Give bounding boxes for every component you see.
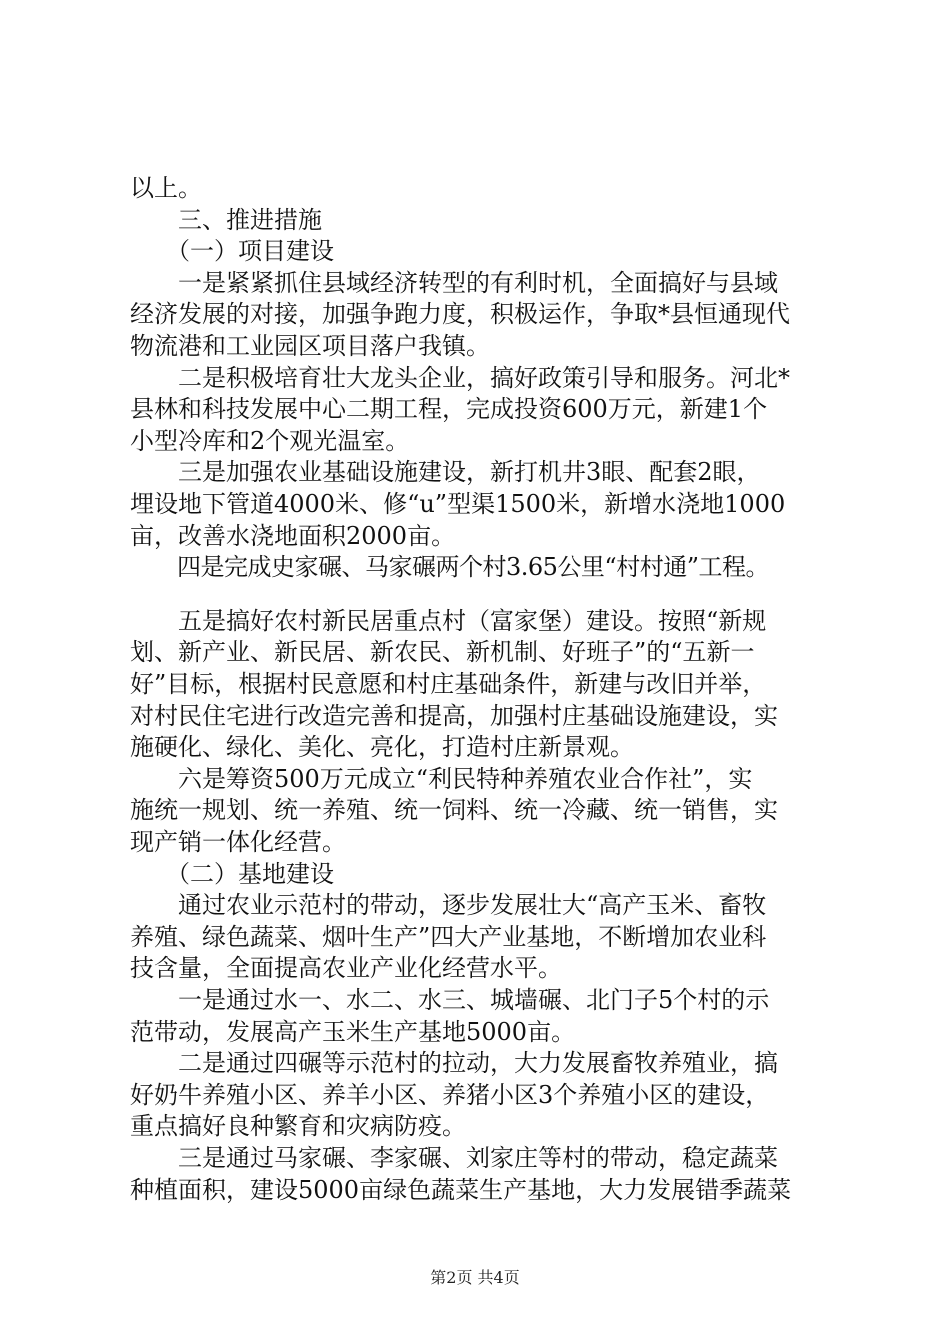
text-line: 小型冷库和2个观光温室。	[130, 427, 410, 455]
text-line: 重点搞好良种繁育和灾病防疫。	[130, 1112, 466, 1140]
text-line: 物流港和工业园区项目落户我镇。	[130, 332, 490, 360]
text-line: 经济发展的对接，加强争跑力度，积极运作，争取*县恒通现代	[130, 300, 790, 328]
text-line: 划、新产业、新民居、新农民、新机制、好班子”的“五新一	[130, 638, 755, 666]
text-line: 对村民住宅进行改造完善和提高，加强村庄基础设施建设，实	[130, 702, 778, 730]
section-heading: 三、推进措施	[130, 206, 322, 234]
page-number-footer: 第2页 共4页	[430, 1268, 520, 1287]
text-line: 三是加强农业基础设施建设，新打机井3眼、配套2眼，	[130, 458, 761, 486]
text-line: 好奶牛养殖小区、养羊小区、养猪小区3个养殖小区的建设，	[130, 1081, 770, 1109]
text-line: 技含量，全面提高农业产业化经营水平。	[130, 954, 562, 982]
subsection-heading: （一）项目建设	[130, 237, 334, 265]
text-line: 以上。	[130, 174, 202, 202]
text-line: 养殖、绿色蔬菜、烟叶生产”四大产业基地，不断增加农业科	[130, 923, 767, 951]
text-line: 五是搞好农村新民居重点村（富家堡）建设。按照“新规	[130, 607, 767, 635]
text-line: 通过农业示范村的带动，逐步发展壮大“高产玉米、畜牧	[130, 891, 767, 919]
text-line: 三是通过马家碾、李家碾、刘家庄等村的带动，稳定蔬菜	[130, 1144, 778, 1172]
text-line: 埋设地下管道4000米、修“u”型渠1500米，新增水浇地1000	[130, 490, 786, 518]
text-line: 好”目标，根据村民意愿和村庄基础条件，新建与改旧并举，	[130, 670, 767, 698]
text-line: 县林和科技发展中心二期工程，完成投资600万元，新建1个	[130, 395, 768, 423]
text-line: 范带动，发展高产玉米生产基地5000亩。	[130, 1018, 576, 1046]
text-line: 现产销一体化经营。	[130, 828, 346, 856]
text-line: 六是筹资500万元成立“利民特种养殖农业合作社”，实	[130, 765, 753, 793]
text-line: 亩，改善水浇地面积2000亩。	[130, 522, 456, 550]
text-line: 一是紧紧抓住县域经济转型的有利时机，全面搞好与县域	[130, 269, 778, 297]
text-line: 二是积极培育壮大龙头企业，搞好政策引导和服务。河北*	[130, 364, 790, 392]
text-line: 施硬化、绿化、美化、亮化，打造村庄新景观。	[130, 733, 634, 761]
text-line: 种植面积，建设5000亩绿色蔬菜生产基地，大力发展错季蔬菜	[130, 1176, 792, 1204]
text-line: 施统一规划、统一养殖、统一饲料、统一冷藏、统一销售，实	[130, 796, 778, 824]
text-line: 四是完成史家碾、马家碾两个村3.65公里“村村通”工程。	[130, 553, 769, 581]
text-line: 二是通过四碾等示范村的拉动，大力发展畜牧养殖业，搞	[130, 1049, 778, 1077]
subsection-heading: （二）基地建设	[130, 860, 334, 888]
text-line: 一是通过水一、水二、水三、城墙碾、北门子5个村的示	[130, 986, 770, 1014]
